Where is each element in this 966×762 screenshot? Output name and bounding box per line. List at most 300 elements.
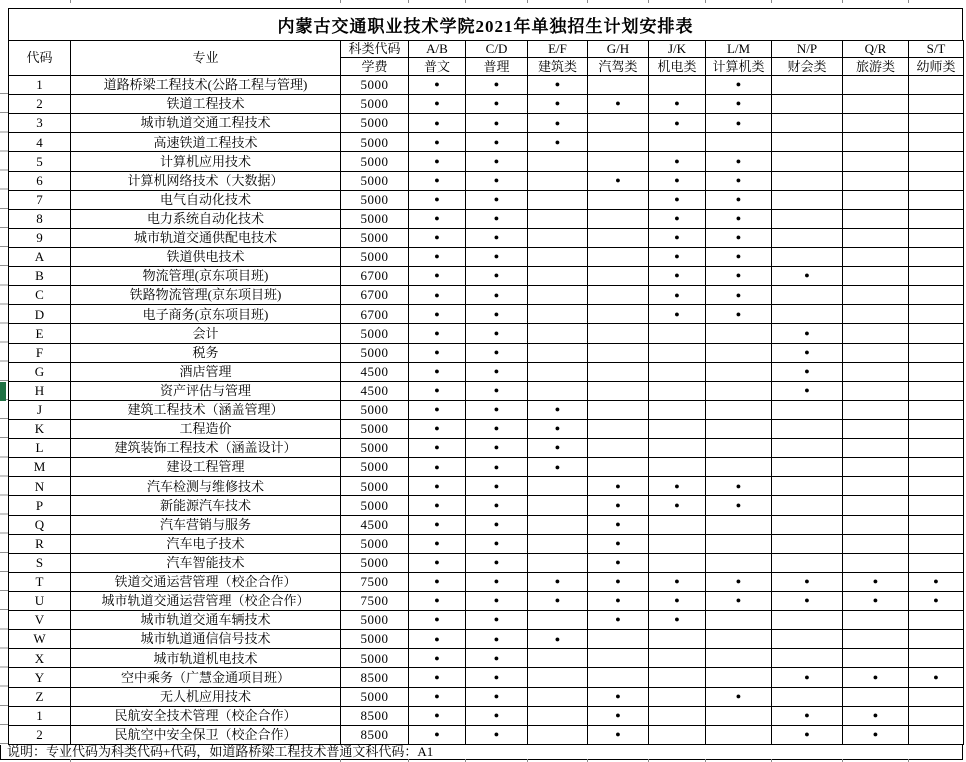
category-mark-empty — [528, 286, 588, 305]
category-mark-empty — [909, 649, 964, 668]
dot-icon: ● — [434, 232, 440, 243]
major-cell: 空中乘务（广慧金通项目班） — [71, 668, 341, 687]
dot-icon: ● — [493, 557, 500, 568]
category-mark-empty — [909, 534, 964, 553]
category-mark-empty — [588, 668, 649, 687]
dot-icon: ● — [735, 595, 742, 606]
code-cell: 2 — [9, 95, 71, 114]
code-cell: C — [9, 286, 71, 305]
category-mark-dot — [466, 496, 528, 515]
table-row — [9, 515, 964, 534]
category-mark-dot — [409, 515, 466, 534]
category-mark-empty — [772, 649, 843, 668]
dot-icon: ● — [434, 614, 440, 625]
category-mark-dot — [649, 611, 706, 630]
category-mark-empty — [843, 343, 909, 362]
major-cell: 资产评估与管理 — [71, 381, 341, 400]
category-mark-dot — [649, 209, 706, 228]
category-mark-empty — [772, 630, 843, 649]
category-mark-dot — [466, 477, 528, 496]
dot-icon: ● — [493, 461, 500, 472]
category-mark-empty — [706, 649, 772, 668]
category-mark-empty — [843, 267, 909, 286]
dot-icon: ● — [804, 709, 810, 720]
category-mark-dot — [909, 591, 964, 610]
dot-icon: ● — [493, 213, 500, 224]
dot-icon: ● — [434, 595, 440, 606]
category-mark-dot — [409, 419, 466, 438]
dot-icon: ● — [615, 518, 621, 529]
category-mark-dot — [409, 439, 466, 458]
dot-icon: ● — [615, 729, 621, 740]
major-cell: 城市轨道通信信号技术 — [71, 630, 341, 649]
gridline-tick — [408, 0, 409, 3]
category-mark-empty — [528, 209, 588, 228]
category-mark-dot — [409, 496, 466, 515]
dot-icon: ● — [804, 729, 810, 740]
major-cell: 汽车智能技术 — [71, 553, 341, 572]
dot-icon: ● — [674, 480, 680, 491]
category-mark-dot — [588, 725, 649, 744]
category-mark-dot — [466, 190, 528, 209]
category-mark-dot — [649, 496, 706, 515]
header-category-code-4: J/K — [649, 41, 706, 58]
category-mark-dot — [909, 572, 964, 591]
major-cell: 电子商务(京东项目班) — [71, 305, 341, 324]
dot-icon: ● — [493, 442, 500, 453]
category-mark-empty — [909, 419, 964, 438]
category-mark-empty — [909, 114, 964, 133]
category-mark-empty — [772, 439, 843, 458]
category-mark-empty — [588, 400, 649, 419]
dot-icon: ● — [735, 499, 742, 510]
category-mark-empty — [588, 152, 649, 171]
category-mark-dot — [409, 668, 466, 687]
table-row — [9, 419, 964, 438]
category-mark-empty — [528, 381, 588, 400]
category-mark-empty — [528, 725, 588, 744]
dot-icon: ● — [674, 232, 680, 243]
category-mark-dot — [649, 171, 706, 190]
category-mark-empty — [772, 419, 843, 438]
category-mark-dot — [466, 591, 528, 610]
dot-icon: ● — [804, 576, 810, 587]
dot-icon: ● — [434, 365, 440, 376]
header-category-name-1: 普理 — [466, 58, 528, 76]
category-mark-dot — [409, 305, 466, 324]
category-mark-dot — [409, 171, 466, 190]
table-row — [9, 76, 964, 95]
category-mark-empty — [909, 515, 964, 534]
category-mark-empty — [843, 630, 909, 649]
category-mark-dot — [409, 572, 466, 591]
category-mark-dot — [649, 572, 706, 591]
category-mark-empty — [772, 95, 843, 114]
dot-icon: ● — [493, 404, 500, 415]
category-mark-empty — [909, 133, 964, 152]
dot-icon: ● — [615, 557, 621, 568]
table-row — [9, 591, 964, 610]
category-mark-empty — [909, 286, 964, 305]
dot-icon: ● — [434, 117, 440, 128]
dot-icon: ● — [804, 595, 810, 606]
category-mark-empty — [909, 553, 964, 572]
gridline-tick — [70, 0, 71, 3]
category-mark-empty — [772, 190, 843, 209]
code-cell: 1 — [9, 706, 71, 725]
dot-icon: ● — [554, 404, 561, 415]
dot-icon: ● — [493, 365, 500, 376]
category-mark-empty — [528, 553, 588, 572]
category-mark-dot — [466, 439, 528, 458]
dot-icon: ● — [434, 327, 440, 338]
fee-cell: 5000 — [341, 400, 409, 419]
category-mark-dot — [409, 267, 466, 286]
dot-icon: ● — [674, 308, 680, 319]
category-mark-dot — [706, 572, 772, 591]
category-mark-dot — [466, 515, 528, 534]
major-cell: 税务 — [71, 343, 341, 362]
fee-cell: 5000 — [341, 649, 409, 668]
category-mark-empty — [843, 611, 909, 630]
dot-icon: ● — [735, 289, 742, 300]
category-mark-empty — [772, 611, 843, 630]
category-mark-dot — [409, 458, 466, 477]
category-mark-dot — [466, 458, 528, 477]
fee-cell: 8500 — [341, 725, 409, 744]
dot-icon: ● — [493, 499, 500, 510]
category-mark-dot — [588, 534, 649, 553]
dot-icon: ● — [674, 576, 680, 587]
fee-cell: 6700 — [341, 305, 409, 324]
category-mark-empty — [706, 439, 772, 458]
fee-cell: 7500 — [341, 591, 409, 610]
table-row — [9, 209, 964, 228]
dot-icon: ● — [493, 289, 500, 300]
category-mark-dot — [466, 534, 528, 553]
category-mark-empty — [772, 477, 843, 496]
category-mark-empty — [706, 706, 772, 725]
dot-icon: ● — [804, 365, 810, 376]
major-cell: 铁道工程技术 — [71, 95, 341, 114]
category-mark-empty — [528, 477, 588, 496]
dot-icon: ● — [674, 155, 680, 166]
dot-icon: ● — [735, 690, 742, 701]
dot-icon: ● — [493, 232, 500, 243]
category-mark-dot — [588, 496, 649, 515]
category-mark-dot — [772, 706, 843, 725]
admission-plan-table — [8, 40, 964, 745]
category-mark-dot — [528, 439, 588, 458]
category-mark-empty — [772, 687, 843, 706]
header-category-code-8: S/T — [909, 41, 964, 58]
category-mark-empty — [772, 400, 843, 419]
dot-icon: ● — [434, 633, 440, 644]
category-mark-empty — [649, 649, 706, 668]
category-mark-dot — [409, 381, 466, 400]
dot-icon: ● — [434, 385, 440, 396]
category-mark-empty — [706, 725, 772, 744]
category-mark-dot — [706, 591, 772, 610]
fee-cell: 4500 — [341, 362, 409, 381]
major-cell: 电气自动化技术 — [71, 190, 341, 209]
category-mark-dot — [409, 649, 466, 668]
category-mark-dot — [528, 76, 588, 95]
fee-cell: 5000 — [341, 114, 409, 133]
table-row — [9, 343, 964, 362]
category-mark-empty — [528, 267, 588, 286]
major-cell: 铁道供电技术 — [71, 247, 341, 266]
category-mark-empty — [909, 171, 964, 190]
dot-icon: ● — [872, 671, 879, 682]
category-mark-dot — [409, 687, 466, 706]
fee-cell: 8500 — [341, 706, 409, 725]
major-cell: 城市轨道交通运营管理（校企合作） — [71, 591, 341, 610]
dot-icon: ● — [434, 442, 440, 453]
category-mark-empty — [528, 611, 588, 630]
dot-icon: ● — [493, 690, 500, 701]
category-mark-empty — [843, 649, 909, 668]
fee-cell: 7500 — [341, 572, 409, 591]
category-mark-dot — [706, 95, 772, 114]
dot-icon: ● — [434, 557, 440, 568]
category-mark-dot — [409, 611, 466, 630]
dot-icon: ● — [735, 576, 742, 587]
category-mark-dot — [588, 611, 649, 630]
code-cell: 3 — [9, 114, 71, 133]
category-mark-dot — [649, 190, 706, 209]
category-mark-empty — [588, 439, 649, 458]
category-mark-empty — [843, 534, 909, 553]
category-mark-dot — [409, 362, 466, 381]
dot-icon: ● — [615, 690, 621, 701]
table-row — [9, 286, 964, 305]
category-mark-dot — [528, 95, 588, 114]
dot-icon: ● — [493, 652, 500, 663]
category-mark-dot — [466, 687, 528, 706]
category-mark-empty — [843, 228, 909, 247]
category-mark-dot — [409, 247, 466, 266]
dot-icon: ● — [493, 614, 500, 625]
dot-icon: ● — [674, 213, 680, 224]
category-mark-dot — [588, 706, 649, 725]
category-mark-dot — [466, 706, 528, 725]
category-mark-empty — [588, 305, 649, 324]
category-mark-empty — [772, 534, 843, 553]
category-mark-dot — [466, 286, 528, 305]
category-mark-empty — [843, 171, 909, 190]
code-cell: 4 — [9, 133, 71, 152]
major-cell: 汽车营销与服务 — [71, 515, 341, 534]
header-category-code-2: E/F — [528, 41, 588, 58]
dot-icon: ● — [493, 480, 500, 491]
category-mark-empty — [649, 381, 706, 400]
dot-icon: ● — [434, 690, 440, 701]
dot-icon: ● — [615, 537, 621, 548]
fee-cell: 5000 — [341, 171, 409, 190]
category-mark-dot — [409, 190, 466, 209]
category-mark-empty — [772, 496, 843, 515]
table-row — [9, 247, 964, 266]
category-mark-dot — [409, 114, 466, 133]
major-cell: 民航空中安全保卫（校企合作） — [71, 725, 341, 744]
dot-icon: ● — [434, 461, 440, 472]
table-row — [9, 228, 964, 247]
category-mark-empty — [909, 687, 964, 706]
major-cell: 建筑工程技术（涵盖管理） — [71, 400, 341, 419]
category-mark-dot — [588, 553, 649, 572]
category-mark-dot — [466, 114, 528, 133]
dot-icon: ● — [493, 270, 500, 281]
major-cell: 铁道交通运营管理（校企合作） — [71, 572, 341, 591]
category-mark-empty — [843, 515, 909, 534]
category-mark-dot — [843, 706, 909, 725]
dot-icon: ● — [434, 671, 440, 682]
code-cell: D — [9, 305, 71, 324]
category-mark-empty — [843, 114, 909, 133]
table-row — [9, 114, 964, 133]
dot-icon: ● — [493, 385, 500, 396]
category-mark-empty — [528, 247, 588, 266]
category-mark-empty — [588, 362, 649, 381]
code-cell: 2 — [9, 725, 71, 744]
major-cell: 道路桥梁工程技术(公路工程与管理) — [71, 76, 341, 95]
category-mark-empty — [909, 324, 964, 343]
dot-icon: ● — [674, 251, 680, 262]
category-mark-empty — [909, 267, 964, 286]
category-mark-dot — [706, 152, 772, 171]
category-mark-empty — [588, 630, 649, 649]
gridline-tick — [771, 0, 772, 3]
category-mark-dot — [409, 591, 466, 610]
dot-icon: ● — [735, 480, 742, 491]
dot-icon: ● — [554, 461, 561, 472]
major-cell: 民航安全技术管理（校企合作） — [71, 706, 341, 725]
category-mark-empty — [772, 305, 843, 324]
category-mark-dot — [649, 591, 706, 610]
category-mark-empty — [772, 553, 843, 572]
dot-icon: ● — [674, 174, 680, 185]
header-fee-label: 学费 — [341, 58, 409, 76]
code-cell: R — [9, 534, 71, 553]
category-mark-dot — [409, 706, 466, 725]
table-row — [9, 400, 964, 419]
category-mark-dot — [466, 611, 528, 630]
code-cell: Y — [9, 668, 71, 687]
table-row — [9, 267, 964, 286]
table-row — [9, 133, 964, 152]
header-major: 专业 — [71, 41, 341, 76]
header-category-name-0: 普文 — [409, 58, 466, 76]
category-mark-dot — [528, 591, 588, 610]
category-mark-empty — [909, 477, 964, 496]
category-mark-dot — [772, 725, 843, 744]
dot-icon: ● — [434, 213, 440, 224]
fee-cell: 5000 — [341, 458, 409, 477]
table-row — [9, 668, 964, 687]
dot-icon: ● — [493, 537, 500, 548]
category-mark-empty — [843, 381, 909, 400]
category-mark-dot — [466, 171, 528, 190]
dot-icon: ● — [674, 289, 680, 300]
code-cell: A — [9, 247, 71, 266]
category-mark-dot — [409, 553, 466, 572]
gridline-tick — [648, 0, 649, 3]
fee-cell: 6700 — [341, 267, 409, 286]
dot-icon: ● — [735, 193, 742, 204]
major-cell: 酒店管理 — [71, 362, 341, 381]
category-mark-empty — [649, 133, 706, 152]
category-mark-dot — [466, 419, 528, 438]
major-cell: 城市轨道交通供配电技术 — [71, 228, 341, 247]
fee-cell: 5000 — [341, 95, 409, 114]
table-row — [9, 324, 964, 343]
dot-icon: ● — [554, 576, 561, 587]
category-mark-empty — [528, 228, 588, 247]
category-mark-empty — [909, 725, 964, 744]
code-cell: N — [9, 477, 71, 496]
dot-icon: ● — [615, 614, 621, 625]
dot-icon: ● — [434, 98, 440, 109]
category-mark-dot — [528, 458, 588, 477]
category-mark-empty — [909, 630, 964, 649]
header-category-code-label: 科类代码 — [341, 41, 409, 58]
category-mark-dot — [409, 76, 466, 95]
dot-icon: ● — [554, 423, 561, 434]
dot-icon: ● — [804, 385, 810, 396]
code-cell: H — [9, 381, 71, 400]
category-mark-empty — [706, 324, 772, 343]
dot-icon: ● — [493, 576, 500, 587]
dot-icon: ● — [493, 174, 500, 185]
category-mark-empty — [528, 515, 588, 534]
dot-icon: ● — [554, 136, 561, 147]
table-row — [9, 171, 964, 190]
category-mark-empty — [706, 630, 772, 649]
dot-icon: ● — [735, 270, 742, 281]
category-mark-dot — [706, 247, 772, 266]
category-mark-dot — [409, 343, 466, 362]
category-mark-dot — [649, 286, 706, 305]
category-mark-empty — [528, 706, 588, 725]
category-mark-dot — [466, 324, 528, 343]
category-mark-empty — [909, 209, 964, 228]
major-cell: 铁路物流管理(京东项目班) — [71, 286, 341, 305]
dot-icon: ● — [735, 155, 742, 166]
category-mark-empty — [649, 687, 706, 706]
category-mark-empty — [843, 439, 909, 458]
header-category-name-8: 幼师类 — [909, 58, 964, 76]
dot-icon: ● — [493, 671, 500, 682]
category-mark-dot — [588, 591, 649, 610]
category-mark-dot — [466, 668, 528, 687]
fee-cell: 5000 — [341, 439, 409, 458]
category-mark-dot — [706, 496, 772, 515]
code-cell: 9 — [9, 228, 71, 247]
major-cell: 汽车电子技术 — [71, 534, 341, 553]
category-mark-empty — [909, 611, 964, 630]
table-row — [9, 152, 964, 171]
table-row — [9, 381, 964, 400]
category-mark-empty — [588, 324, 649, 343]
category-mark-dot — [706, 305, 772, 324]
category-mark-dot — [588, 95, 649, 114]
table-row — [9, 572, 964, 591]
dot-icon: ● — [493, 117, 500, 128]
table-row — [9, 553, 964, 572]
category-mark-empty — [772, 515, 843, 534]
category-mark-empty — [772, 247, 843, 266]
